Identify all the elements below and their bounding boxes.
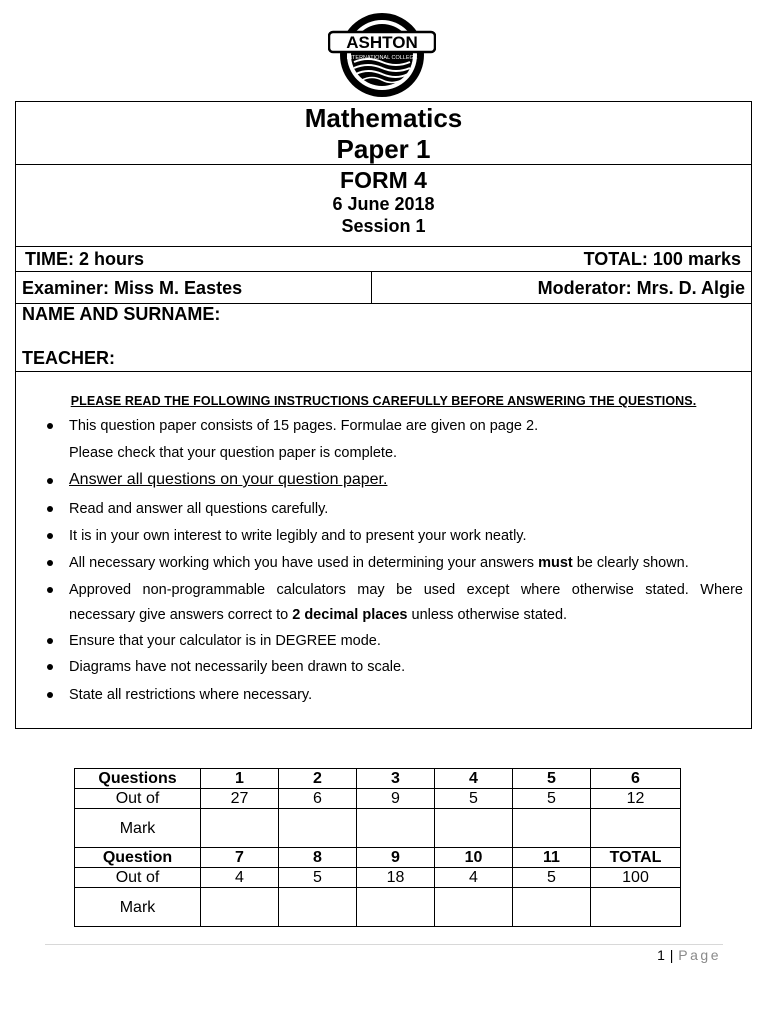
out-of-value: 9 xyxy=(357,789,435,809)
instruction-text: unless otherwise stated. xyxy=(407,607,568,623)
instruction-item xyxy=(69,554,743,572)
bullet-icon xyxy=(47,692,55,700)
out-of-value: 5 xyxy=(435,789,513,809)
page-word: Page xyxy=(678,947,721,963)
instruction-item: Read and answer all questions carefully. xyxy=(69,501,329,517)
mark-cell xyxy=(357,888,435,927)
ashton-crest-icon xyxy=(328,10,436,100)
instruction-item: Answer all questions on your question paper. xyxy=(69,471,388,488)
question-number: 5 xyxy=(513,769,591,789)
row-label: Mark xyxy=(75,888,201,927)
table-row xyxy=(75,868,681,888)
instruction-item: This question paper consists of 15 pages. Formulae are given on page 2. xyxy=(69,418,539,434)
examiner-row xyxy=(16,271,751,304)
table-row xyxy=(75,769,681,789)
instructions-section xyxy=(16,372,751,728)
footer-divider xyxy=(45,944,723,945)
question-number: 7 xyxy=(201,848,279,868)
bullet-icon xyxy=(47,560,55,568)
form-label: FORM 4 xyxy=(340,167,427,193)
instructions-heading: PLEASE READ THE FOLLOWING INSTRUCTIONS CAREFULLY BEFORE ANSWERING THE QUESTIONS. xyxy=(70,394,697,408)
marks-table xyxy=(74,768,681,927)
question-number: 9 xyxy=(357,848,435,868)
mark-cell xyxy=(513,888,591,927)
question-number: 6 xyxy=(591,769,681,789)
name-surname-label: NAME AND SURNAME: xyxy=(22,304,221,324)
exam-session: Session 1 xyxy=(341,216,426,236)
out-of-value: 6 xyxy=(279,789,357,809)
table-row xyxy=(75,848,681,868)
examiner-divider xyxy=(371,272,372,304)
table-row xyxy=(75,809,681,848)
question-number: 3 xyxy=(357,769,435,789)
out-of-value: 4 xyxy=(201,868,279,888)
question-number: 10 xyxy=(435,848,513,868)
row-label: Out of xyxy=(75,868,201,888)
out-of-value: 12 xyxy=(591,789,681,809)
mark-cell xyxy=(279,809,357,848)
row-label: Mark xyxy=(75,809,201,848)
examiner-label: Examiner: Miss M. Eastes xyxy=(22,278,243,298)
question-number: 1 xyxy=(201,769,279,789)
title-block xyxy=(16,102,751,165)
instruction-emphasis: must xyxy=(538,555,573,571)
out-of-value: 100 xyxy=(591,868,681,888)
question-number: 4 xyxy=(435,769,513,789)
bullet-icon xyxy=(47,587,55,595)
instruction-item: Diagrams have not necessarily been drawn to scale. xyxy=(69,659,406,675)
page-number: 1 xyxy=(657,947,666,963)
out-of-value: 18 xyxy=(357,868,435,888)
instruction-emphasis: 2 decimal places xyxy=(292,607,408,623)
teacher-label: TEACHER: xyxy=(22,348,115,368)
form-block xyxy=(16,165,751,247)
row-label: Questions xyxy=(75,769,201,789)
instruction-item: It is in your own interest to write legibly and to present your work neatly. xyxy=(69,528,527,544)
moderator-label: Moderator: Mrs. D. Algie xyxy=(537,278,745,298)
logo-wordmark: ASHTON xyxy=(346,33,418,52)
question-number: 11 xyxy=(513,848,591,868)
table-row xyxy=(75,789,681,809)
out-of-value: 27 xyxy=(201,789,279,809)
logo-band-text: INTERNATIONAL COLLEGE xyxy=(346,55,418,61)
mark-cell xyxy=(357,809,435,848)
bullet-icon xyxy=(47,478,55,486)
instruction-text: be clearly shown. xyxy=(572,555,689,571)
out-of-value: 5 xyxy=(513,868,591,888)
question-number: TOTAL xyxy=(591,848,681,868)
page-separator: | xyxy=(665,947,679,963)
mark-cell xyxy=(591,888,681,927)
time-label: TIME: 2 hours xyxy=(25,249,145,269)
out-of-value: 4 xyxy=(435,868,513,888)
question-number: 2 xyxy=(279,769,357,789)
mark-cell xyxy=(201,809,279,848)
cover-header-frame xyxy=(15,101,752,729)
row-label: Out of xyxy=(75,789,201,809)
mark-cell xyxy=(513,809,591,848)
exam-date: 6 June 2018 xyxy=(332,194,435,214)
time-total-row xyxy=(16,247,751,271)
row-label: Question xyxy=(75,848,201,868)
bullet-icon xyxy=(47,423,55,431)
subject-title: Mathematics xyxy=(304,103,463,133)
bullet-icon xyxy=(47,638,55,646)
instruction-item: Approved non-programmable calculators may be used except where otherwise stated. Where xyxy=(69,582,743,598)
instruction-item: State all restrictions where necessary. xyxy=(69,687,313,703)
table-row xyxy=(75,888,681,927)
out-of-value: 5 xyxy=(513,789,591,809)
total-label: TOTAL: 100 marks xyxy=(583,249,741,269)
bullet-icon xyxy=(47,664,55,672)
page-footer xyxy=(657,947,721,963)
mark-cell xyxy=(201,888,279,927)
mark-cell xyxy=(435,809,513,848)
out-of-value: 5 xyxy=(279,868,357,888)
instruction-item: Ensure that your calculator is in DEGREE mode. xyxy=(69,633,381,649)
mark-cell xyxy=(591,809,681,848)
instruction-text: necessary give answers correct to xyxy=(69,607,293,623)
instruction-item xyxy=(69,606,743,624)
bullet-icon xyxy=(47,533,55,541)
mark-cell xyxy=(435,888,513,927)
name-row xyxy=(16,304,751,372)
instruction-item: Please check that your question paper is complete. xyxy=(69,445,398,461)
question-number: 8 xyxy=(279,848,357,868)
bullet-icon xyxy=(47,506,55,514)
instruction-text: All necessary working which you have used in determining your answers xyxy=(69,555,539,571)
mark-cell xyxy=(279,888,357,927)
paper-title: Paper 1 xyxy=(336,134,431,164)
school-logo xyxy=(328,10,436,100)
